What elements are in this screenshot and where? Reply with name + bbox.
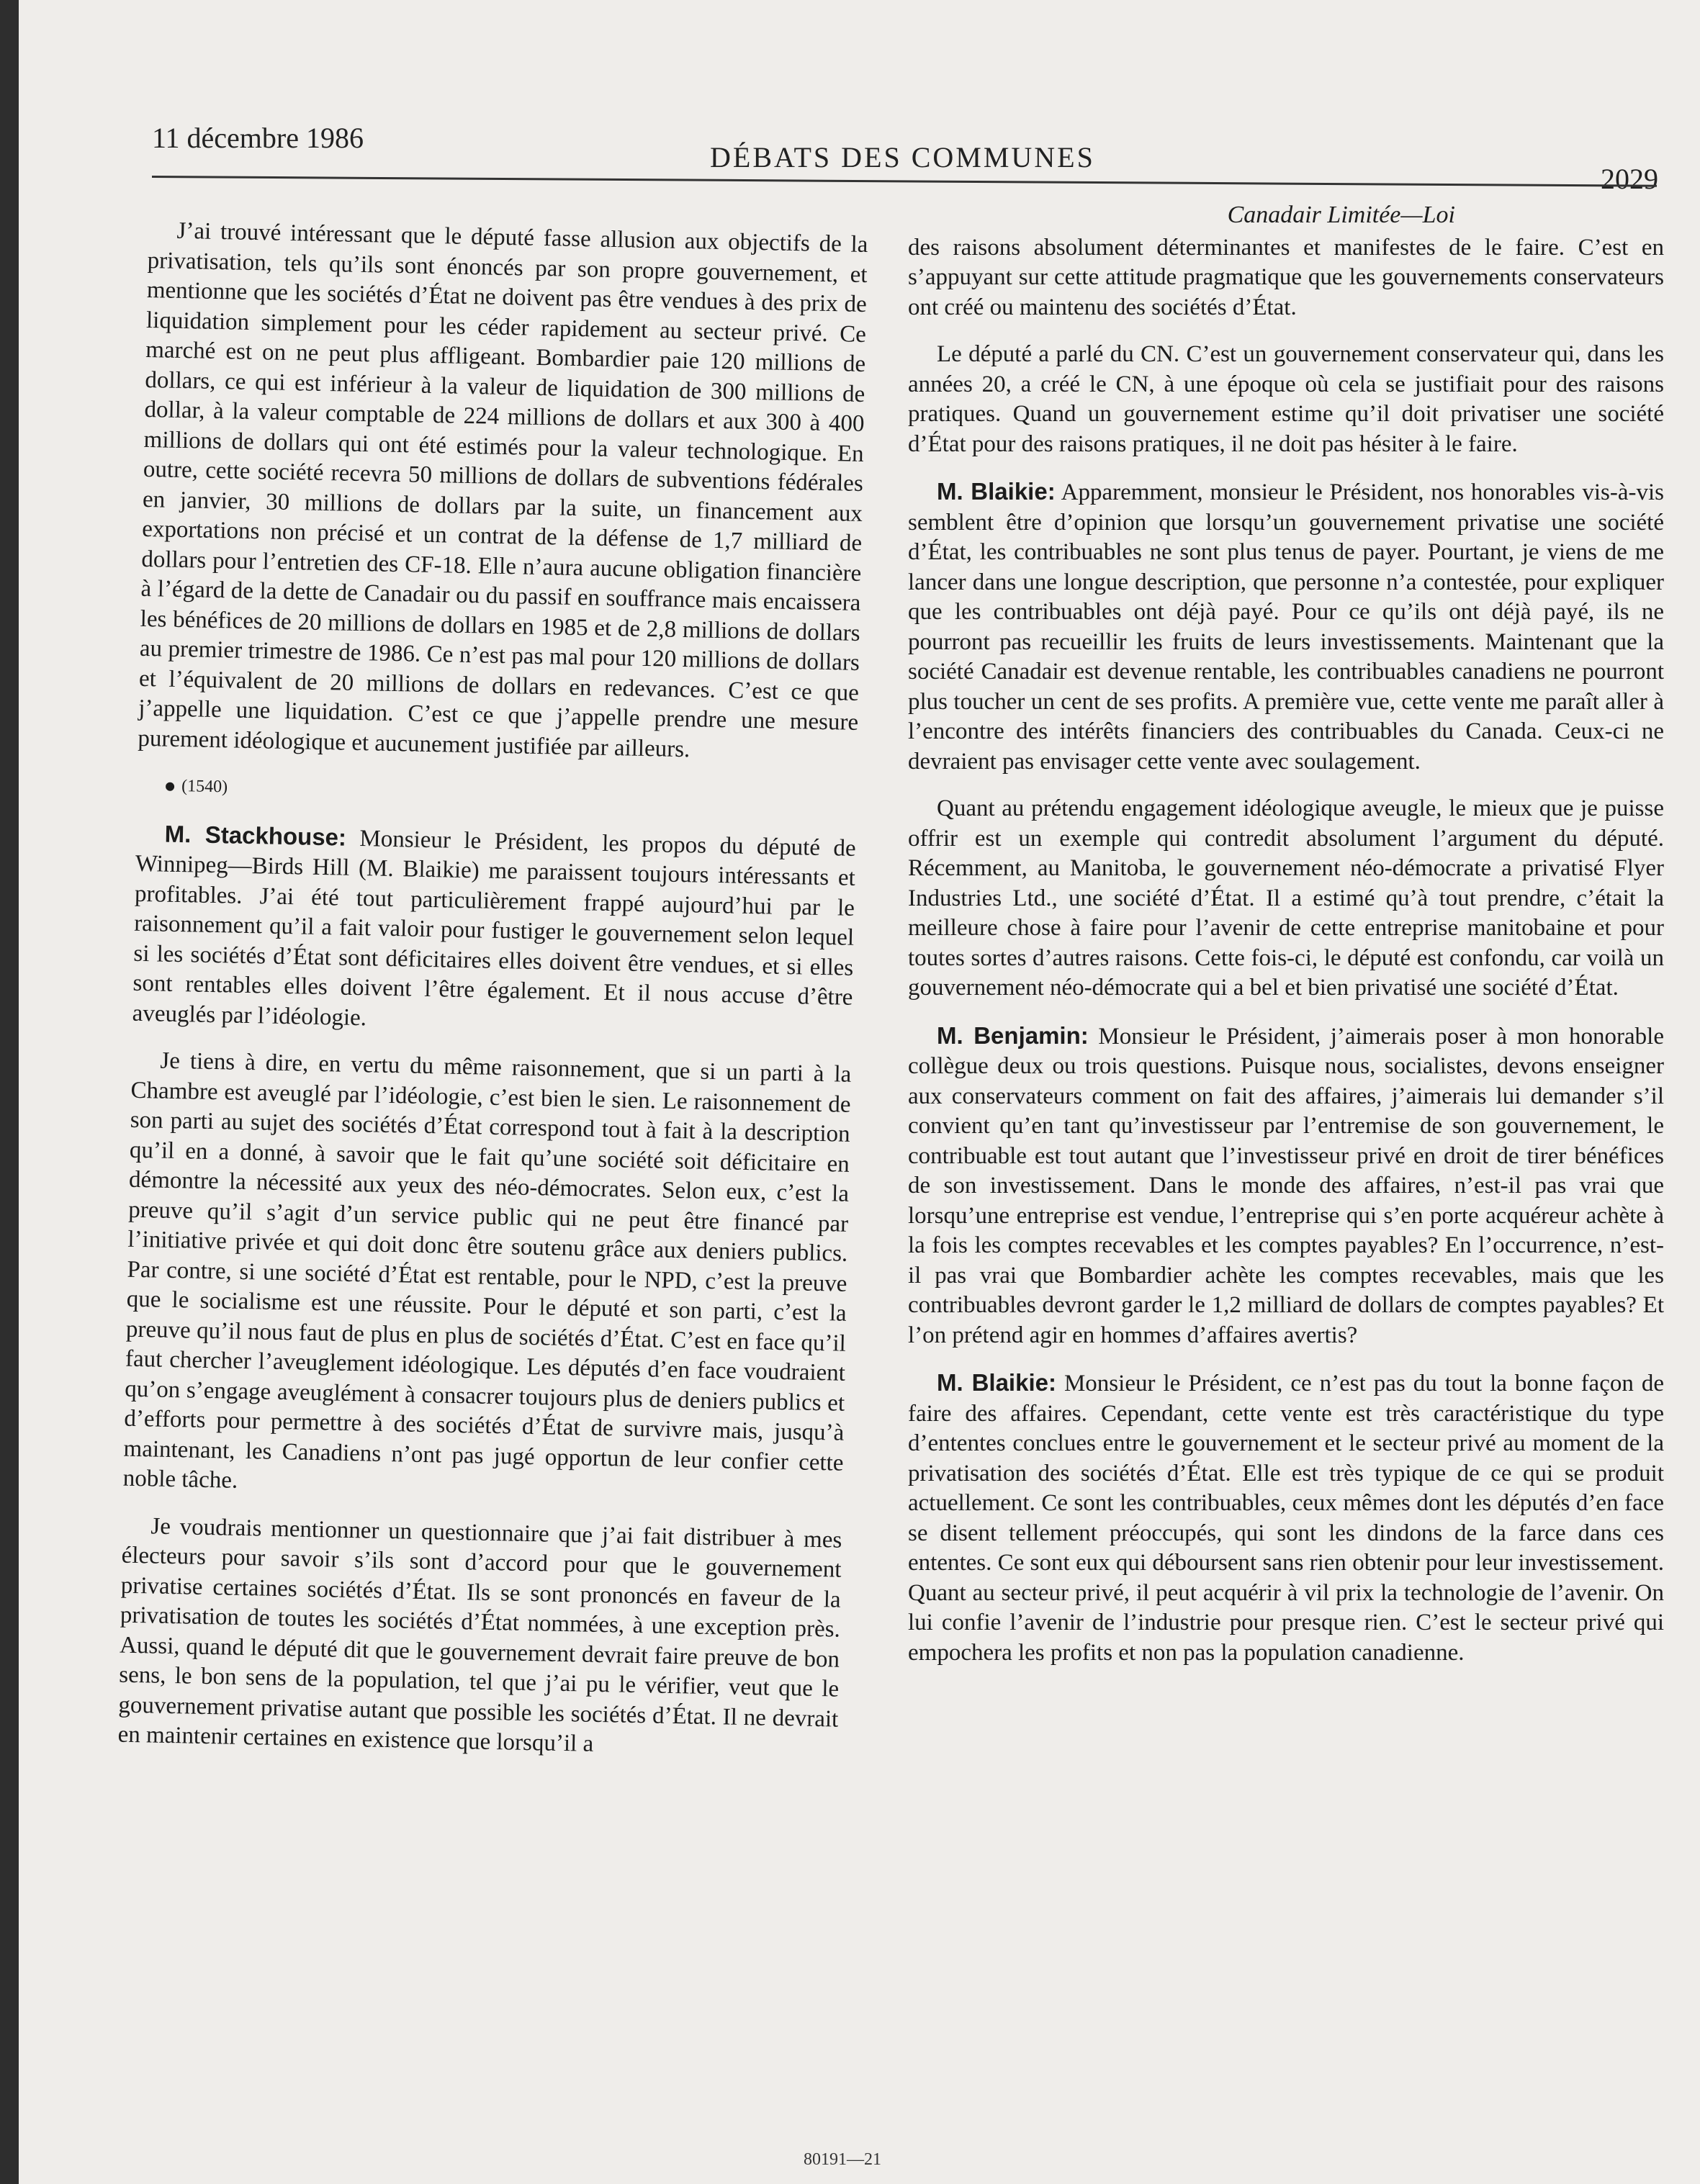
paragraph-text: Monsieur le Président, les propos du député de Winnipeg—Birds Hill (M. Blaikie) me paraissent toujours intéressants et profitables. J’ai été tout particulièrement frappé aujourd’hui par le raisonnement qu’il a fait valoir pour fustiger le gouvernement selon lequel si les sociétés d’État sont déficitaires elles doivent être vendues, et si elles sont rentables elles doivent l’être également. Et il nous accuse d’être aveuglés par l’idéologie. [132,825,856,1031]
page-number: 2029 [1601,163,1658,195]
header-date: 11 décembre 1986 [152,122,364,154]
speaker-name: M. Stackhouse: [164,820,347,851]
paragraph-text: Monsieur le Président, ce n’est pas du tout la bonne façon de faire des affaires. Cependant, cette vente est très caractéristique du type d’ententes conclues entre le gouvernement et le secteur privé au moment de la privatisation des sociétés d’État. Elle est très typique de ce qui se produit actuellement. Ce sont les contribuables, ceux mêmes dont les députés d’en face se disent tellement préoccupés, qui sont les dindons de la farce dans ces ententes. Ce sont eux qui déboursent sans rien obtenir pour leur investissement. Quant au secteur privé, il peut acquérir à vil prix la technologie de l’avenir. On lui confie l’avenir de l’industrie pour presque rien. C’est le secteur privé qui empochera les profits et non pas la population canadienne. [908,1371,1664,1666]
speaker-name: M. Benjamin: [937,1021,1089,1049]
speaker-name: M. Blaikie: [937,478,1056,505]
paragraph: Le député a parlé du CN. C’est un gouvernement conservateur qui, dans les années 20, a créé le CN, à une époque où cela se justifiait pour des raisons pratiques. Quand un gouvernement estime qu’il doit privatiser une société d’État pour des raisons pratiques, il ne doit pas hésiter à le faire. [908,341,1664,457]
paragraph: J’ai trouvé intéressant que le député fasse allusion aux objectifs de la privatisation, tels qu’ils sont énoncés par son propre gouvernement, et mentionne que les sociétés d’État ne doivent pas être vendues à des prix de liquidation simplement pour les céder rapidement au secteur privé. Ce marché est on ne peut plus affligeant. Bombardier paie 120 millions de dollars, ce qui est inférieur à la valeur de liquidation de 300 millions de dollar, à la valeur comptable de 224 millions de dollars et aux 300 à 400 millions de dollars qui ont été estimés pour la valeur technologique. En outre, cette société recevra 50 millions de dollars de subventions fédérales en janvier, 30 millions de dollars par la suite, un financement aux exportations non précisé et un contrat de la défense de 1,7 milliard de dollars pour l’entretien des CF-18. Elle n’aura aucune obligation financière à l’égard de la dette de Canadair ou du passif en souffrance mais encaissera les bénéfices de 20 millions de dollars en 1985 et de 2,8 millions de dollars au premier trimestre de 1986. Ce n’est pas mal pour 120 millions de dollars et l’équivalent de 20 millions de dollars en redevances. C’est ce que j’appelle une liquidation. C’est ce que j’appelle prendre une mesure purement idéologique et aucunement justifiée par ailleurs. [138,217,868,762]
header-title: DÉBATS DES COMMUNES [710,141,1095,173]
left-column [117,216,868,1782]
speaker-name: M. Blaikie: [937,1369,1056,1396]
running-title: Canadair Limitée—Loi [1227,202,1455,228]
paragraph: Je voudrais mentionner un questionnaire que j’ai fait distribuer à mes électeurs pour savoir s’ils sont d’accord pour que le gouvernement privatise certaines sociétés d’État. Ils se sont prononcés en faveur de la privatisation de toutes les sociétés d’État nommées, à une exception près. Aussi, quand le député dit que le gouvernement devrait faire preuve de bon sens, le bon sens de la population, tel que j’ai pu le vérifier, veut que le gouvernement privatise autant que possible les sociétés d’État. Il ne devrait en maintenir certaines en existence que lorsqu’il a [117,1512,842,1757]
hansard-page [19,0,1700,2184]
footer-code: 80191—21 [804,2150,881,2169]
bullet-icon [166,782,174,791]
header-rule [152,176,1657,187]
paragraph: Je tiens à dire, en vertu du même raisonnement, que si un parti à la Chambre est aveuglé par l’idéologie, c’est bien le sien. Le raisonnement de son parti au sujet des sociétés d’État correspond tout à fait à la description qu’il en a donné, à savoir que le fait qu’une société soit déficitaire en démontre la nécessité aux yeux des néo-démocrates. Selon eux, c’est la preuve qu’il s’agit d’un service public qui ne peut être financé par l’initiative privée et qui doit donc être soutenu grâce aux deniers publics. Par contre, si une société d’État est rentable, pour le NPD, c’est la preuve que le socialisme est une réussite. Pour le député et son parti, c’est la preuve qu’il nous faut de plus en plus de sociétés d’État. C’est en face qu’il faut chercher l’aveuglement idéologique. Les députés d’en face voudraient qu’on s’engage aveuglément à consacrer toujours plus de deniers publics et d’efforts pour permettre à des sociétés d’État de survivre mais, jusqu’à maintenant, les Canadiens n’ont pas jugé opportun de leur confier cette noble tâche. [122,1047,852,1494]
paragraph [908,1021,1664,1351]
paragraph-text: Monsieur le Président, j’aimerais poser à mon honorable collègue deux ou trois questions. Puisque nous, socialistes, devons enseigner aux conservateurs comment on fait des affaires, j’aimerais lui demander s’il convient qu’en tant qu’investisseur par l’entremise de son gouvernement, le contribuable est tout autant que l’investisseur privé en droit de tirer bénéfices de son investissement. Dans le monde des affaires, n’est-il pas vrai que lorsqu’une entreprise est vendue, l’entreprise qui s’en porte acquéreur achète à la fois les comptes recevables et les comptes payables? En l’occurrence, n’est-il pas vrai que Bombardier achète les comptes recevables, mais que les contribuables devront garder le 1,2 milliard de dollars de comptes payables? Et l’on prétend agir en hommes d’affaires avertis? [908,1023,1664,1348]
paragraph [908,477,1664,777]
paragraph [908,1368,1664,1668]
paragraph: Quant au prétendu engagement idéologique aveugle, le mieux que je puisse offrir est un exemple qui contredit absolument l’argument du député. Récemment, au Manitoba, le gouvernement néo-démocrate a privatisé Flyer Industries Ltd., une société d’État. Il a estimé qu’à tout prendre, c’était la meilleure chose à faire pour l’avenir de cette entreprise manitobaine et pour toutes sortes d’autres raisons. Cette fois-ci, le député est confondu, car voilà un gouvernement néo-démocrate qui a bel et bien privatisé une société d’État. [908,795,1664,1001]
right-column [908,200,1664,1685]
paragraph: des raisons absolument déterminantes et manifestes de le faire. C’est en s’appuyant sur cette attitude pragmatique que les gouvernements conservateurs ont créé ou maintenu des sociétés d’État. [908,234,1664,320]
paragraph [132,818,856,1043]
time-marker [137,771,858,816]
time-marker-text: (1540) [181,777,228,797]
paragraph-text: Apparemment, monsieur le Président, nos honorables vis-à-vis semblent être d’opinion que lorsqu’un gouvernement privatise une société d’État, les contribuables ne sont plus tenus de payer. Pourtant, je viens de me lancer dans une longue description, que personne n’a contestée, pour expliquer que les contribuables ont déjà payé. Pour ce qu’ils ont déjà payé, ils ne pourront pas recueillir les fruits de leurs investissements. Maintenant que la société Canadair est devenue rentable, les contribuables canadiens ne pourront plus toucher un cent de ses profits. A première vue, cette vente me paraît aller à l’encontre des intérêts financiers des contribuables du Canada. Ceux-ci ne devraient pas envisager cette vente avec soulagement. [908,479,1665,775]
